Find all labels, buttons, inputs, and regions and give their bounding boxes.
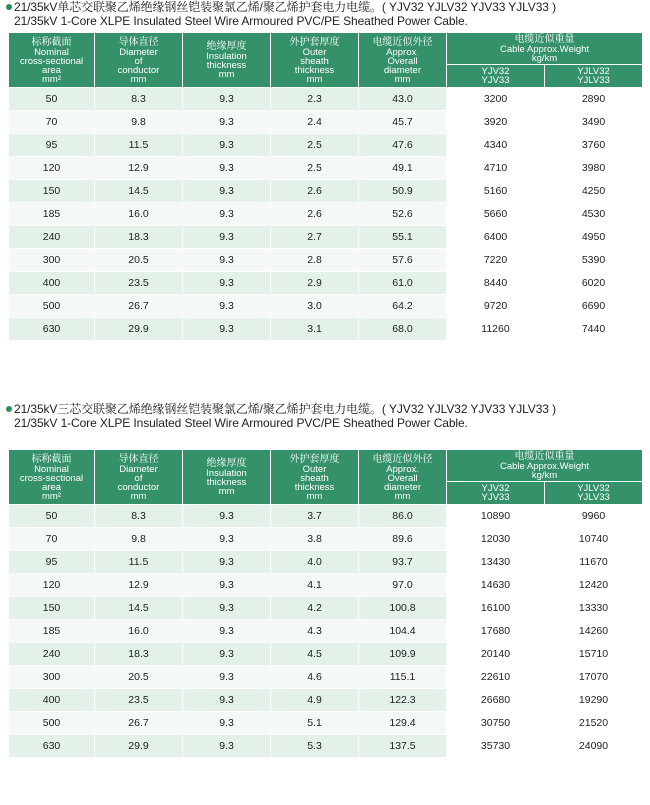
table-body (9, 505, 643, 758)
cell-sheath: 3.8 (271, 528, 359, 551)
cell-weight-yjv: 8440 (447, 272, 545, 295)
cell-insulation: 9.3 (183, 318, 271, 341)
cell-area: 300 (9, 666, 95, 689)
cell-overall-diameter: 43.0 (359, 88, 447, 111)
cell-overall-diameter: 52.6 (359, 203, 447, 226)
spec-table (8, 449, 643, 758)
cell-weight-yjlv: 9960 (545, 505, 643, 528)
cell-insulation: 9.3 (183, 180, 271, 203)
cell-diameter: 23.5 (95, 272, 183, 295)
cell-insulation: 9.3 (183, 666, 271, 689)
cell-area: 185 (9, 620, 95, 643)
cell-weight-yjv: 14630 (447, 574, 545, 597)
cell-insulation: 9.3 (183, 295, 271, 318)
cell-weight-yjlv: 10740 (545, 528, 643, 551)
cell-diameter: 12.9 (95, 157, 183, 180)
header-row (9, 450, 643, 482)
cell-sheath: 2.6 (271, 203, 359, 226)
table-row (9, 226, 643, 249)
cell-area: 500 (9, 712, 95, 735)
cell-weight-yjlv: 12420 (545, 574, 643, 597)
cell-insulation: 9.3 (183, 111, 271, 134)
table-row (9, 249, 643, 272)
cell-diameter: 16.0 (95, 620, 183, 643)
cell-weight-yjlv: 15710 (545, 643, 643, 666)
col-header-overall-diameter: 电缆近似外径 Approx. Overall diameter mm (359, 33, 447, 88)
cell-overall-diameter: 109.9 (359, 643, 447, 666)
green-bullet-icon (6, 4, 12, 10)
cell-weight-yjlv: 17070 (545, 666, 643, 689)
cell-overall-diameter: 45.7 (359, 111, 447, 134)
col-header-area: 标称截面 Nominal cross-sectional area mm² (9, 33, 95, 88)
cell-diameter: 9.8 (95, 111, 183, 134)
cell-weight-yjv: 4340 (447, 134, 545, 157)
cell-overall-diameter: 64.2 (359, 295, 447, 318)
cell-sheath: 4.9 (271, 689, 359, 712)
table-row (9, 111, 643, 134)
cell-weight-yjlv: 19290 (545, 689, 643, 712)
cell-weight-yjlv: 13330 (545, 597, 643, 620)
cell-overall-diameter: 115.1 (359, 666, 447, 689)
cell-insulation: 9.3 (183, 574, 271, 597)
cell-insulation: 9.3 (183, 597, 271, 620)
cell-weight-yjv: 7220 (447, 249, 545, 272)
cell-weight-yjlv: 4530 (545, 203, 643, 226)
section-title-cn (6, 402, 650, 416)
cell-weight-yjv: 35730 (447, 735, 545, 758)
cell-insulation: 9.3 (183, 88, 271, 111)
table-row (9, 272, 643, 295)
cell-area: 400 (9, 272, 95, 295)
cell-area: 120 (9, 157, 95, 180)
cell-weight-yjv: 12030 (447, 528, 545, 551)
table-row (9, 643, 643, 666)
cell-insulation: 9.3 (183, 157, 271, 180)
cell-area: 240 (9, 643, 95, 666)
cell-sheath: 3.7 (271, 505, 359, 528)
cell-area: 120 (9, 574, 95, 597)
cell-diameter: 14.5 (95, 180, 183, 203)
cell-weight-yjlv: 6690 (545, 295, 643, 318)
cell-area: 240 (9, 226, 95, 249)
cell-sheath: 2.5 (271, 134, 359, 157)
cell-area: 185 (9, 203, 95, 226)
cell-sheath: 2.8 (271, 249, 359, 272)
cell-sheath: 4.0 (271, 551, 359, 574)
cell-insulation: 9.3 (183, 203, 271, 226)
header-row (9, 33, 643, 65)
cell-area: 70 (9, 111, 95, 134)
cell-weight-yjv: 10890 (447, 505, 545, 528)
cell-diameter: 23.5 (95, 689, 183, 712)
cell-weight-yjv: 17680 (447, 620, 545, 643)
col-header-yjlv: YJLV32 YJLV33 (545, 482, 643, 505)
col-header-sheath: 外护套厚度 Outer sheath thickness mm (271, 450, 359, 505)
cell-overall-diameter: 122.3 (359, 689, 447, 712)
table-row (9, 505, 643, 528)
cell-sheath: 4.5 (271, 643, 359, 666)
cell-area: 95 (9, 134, 95, 157)
col-header-insulation: 绝缘厚度 Insulation thickness mm (183, 450, 271, 505)
title-cn-text: 21/35kV单芯交联聚乙烯绝缘钢丝铠装聚氯乙烯/聚乙烯护套电力电缆。( YJV32 YJLV32 YJV33 YJLV33 ) (14, 0, 556, 14)
cell-area: 500 (9, 295, 95, 318)
cell-insulation: 9.3 (183, 620, 271, 643)
cell-overall-diameter: 61.0 (359, 272, 447, 295)
cell-overall-diameter: 86.0 (359, 505, 447, 528)
green-bullet-icon (6, 406, 12, 412)
cell-weight-yjv: 16100 (447, 597, 545, 620)
col-header-overall-diameter: 电缆近似外径 Approx. Overall diameter mm (359, 450, 447, 505)
table-row (9, 528, 643, 551)
spec-table (8, 32, 643, 341)
cell-insulation: 9.3 (183, 643, 271, 666)
cell-diameter: 16.0 (95, 203, 183, 226)
cell-area: 300 (9, 249, 95, 272)
cell-overall-diameter: 68.0 (359, 318, 447, 341)
cell-weight-yjv: 3920 (447, 111, 545, 134)
table-row (9, 134, 643, 157)
cell-insulation: 9.3 (183, 712, 271, 735)
cell-insulation: 9.3 (183, 551, 271, 574)
col-header-yjlv: YJLV32 YJLV33 (545, 65, 643, 88)
col-header-sheath: 外护套厚度 Outer sheath thickness mm (271, 33, 359, 88)
cell-overall-diameter: 47.6 (359, 134, 447, 157)
cell-weight-yjv: 20140 (447, 643, 545, 666)
cell-weight-yjlv: 2890 (545, 88, 643, 111)
cell-diameter: 12.9 (95, 574, 183, 597)
cell-diameter: 9.8 (95, 528, 183, 551)
cell-area: 50 (9, 88, 95, 111)
cell-area: 70 (9, 528, 95, 551)
cell-area: 95 (9, 551, 95, 574)
cell-diameter: 20.5 (95, 666, 183, 689)
cell-weight-yjv: 4710 (447, 157, 545, 180)
cell-insulation: 9.3 (183, 689, 271, 712)
table-row (9, 88, 643, 111)
col-header-weight: 电缆近似重量 Cable Approx.Weight kg/km (447, 450, 643, 482)
cell-insulation: 9.3 (183, 735, 271, 758)
cell-weight-yjv: 26680 (447, 689, 545, 712)
cell-diameter: 29.9 (95, 735, 183, 758)
cell-diameter: 26.7 (95, 295, 183, 318)
cell-sheath: 4.1 (271, 574, 359, 597)
cell-area: 630 (9, 318, 95, 341)
cell-diameter: 8.3 (95, 505, 183, 528)
cell-sheath: 2.6 (271, 180, 359, 203)
cell-overall-diameter: 129.4 (359, 712, 447, 735)
cell-weight-yjv: 11260 (447, 318, 545, 341)
cell-overall-diameter: 97.0 (359, 574, 447, 597)
cell-diameter: 20.5 (95, 249, 183, 272)
cell-diameter: 18.3 (95, 643, 183, 666)
table-row (9, 666, 643, 689)
cell-sheath: 3.0 (271, 295, 359, 318)
table-row (9, 620, 643, 643)
cell-insulation: 9.3 (183, 134, 271, 157)
cell-weight-yjlv: 5390 (545, 249, 643, 272)
cell-diameter: 29.9 (95, 318, 183, 341)
cell-sheath: 2.4 (271, 111, 359, 134)
section-title-en: 21/35kV 1-Core XLPE Insulated Steel Wire Armoured PVC/PE Sheathed Power Cable. (14, 14, 468, 28)
cell-weight-yjlv: 14260 (545, 620, 643, 643)
cell-weight-yjlv: 6020 (545, 272, 643, 295)
cell-weight-yjlv: 4250 (545, 180, 643, 203)
table-row (9, 318, 643, 341)
section-single-core (0, 0, 650, 335)
cell-weight-yjlv: 24090 (545, 735, 643, 758)
table-row (9, 712, 643, 735)
cell-area: 50 (9, 505, 95, 528)
cell-diameter: 11.5 (95, 134, 183, 157)
cell-sheath: 2.5 (271, 157, 359, 180)
table-row (9, 157, 643, 180)
cell-sheath: 5.3 (271, 735, 359, 758)
table-row (9, 574, 643, 597)
cell-sheath: 2.7 (271, 226, 359, 249)
cell-diameter: 18.3 (95, 226, 183, 249)
cell-weight-yjv: 5660 (447, 203, 545, 226)
cell-weight-yjv: 6400 (447, 226, 545, 249)
table-row (9, 597, 643, 620)
cell-area: 400 (9, 689, 95, 712)
col-header-diameter: 导体直径 Diameter of conductor mm (95, 33, 183, 88)
cell-overall-diameter: 57.6 (359, 249, 447, 272)
cell-overall-diameter: 49.1 (359, 157, 447, 180)
cell-overall-diameter: 55.1 (359, 226, 447, 249)
table-body (9, 88, 643, 341)
col-header-weight: 电缆近似重量 Cable Approx.Weight kg/km (447, 33, 643, 65)
cell-area: 150 (9, 597, 95, 620)
cell-area: 630 (9, 735, 95, 758)
cell-weight-yjv: 13430 (447, 551, 545, 574)
col-header-yjv: YJV32 YJV33 (447, 65, 545, 88)
cell-insulation: 9.3 (183, 226, 271, 249)
cell-insulation: 9.3 (183, 505, 271, 528)
cell-diameter: 11.5 (95, 551, 183, 574)
cell-weight-yjlv: 4950 (545, 226, 643, 249)
cell-overall-diameter: 100.8 (359, 597, 447, 620)
cell-weight-yjv: 30750 (447, 712, 545, 735)
section-three-core (0, 402, 650, 752)
table-row (9, 295, 643, 318)
cell-overall-diameter: 89.6 (359, 528, 447, 551)
table-row (9, 551, 643, 574)
cell-area: 150 (9, 180, 95, 203)
cell-weight-yjlv: 3980 (545, 157, 643, 180)
cell-diameter: 8.3 (95, 88, 183, 111)
col-header-yjv: YJV32 YJV33 (447, 482, 545, 505)
cell-insulation: 9.3 (183, 272, 271, 295)
cell-sheath: 3.1 (271, 318, 359, 341)
cell-sheath: 4.6 (271, 666, 359, 689)
cell-diameter: 14.5 (95, 597, 183, 620)
cell-sheath: 2.9 (271, 272, 359, 295)
cell-weight-yjlv: 3760 (545, 134, 643, 157)
col-header-diameter: 导体直径 Diameter of conductor mm (95, 450, 183, 505)
cell-sheath: 4.3 (271, 620, 359, 643)
cell-weight-yjv: 22610 (447, 666, 545, 689)
cell-sheath: 2.3 (271, 88, 359, 111)
cell-overall-diameter: 104.4 (359, 620, 447, 643)
cell-weight-yjlv: 7440 (545, 318, 643, 341)
cell-overall-diameter: 93.7 (359, 551, 447, 574)
cell-weight-yjlv: 21520 (545, 712, 643, 735)
table-row (9, 689, 643, 712)
table-row (9, 735, 643, 758)
cell-sheath: 5.1 (271, 712, 359, 735)
title-cn-text: 21/35kV三芯交联聚乙烯绝缘钢丝铠装聚氯乙烯/聚乙烯护套电力电缆。( YJV32 YJLV32 YJV33 YJLV33 ) (14, 402, 556, 416)
section-title-cn (6, 0, 650, 14)
cell-overall-diameter: 50.9 (359, 180, 447, 203)
section-title-en: 21/35kV 1-Core XLPE Insulated Steel Wire Armoured PVC/PE Sheathed Power Cable. (14, 416, 468, 430)
col-header-insulation: 绝缘厚度 Insulation thickness mm (183, 33, 271, 88)
table-row (9, 180, 643, 203)
cell-insulation: 9.3 (183, 249, 271, 272)
cell-sheath: 4.2 (271, 597, 359, 620)
col-header-area: 标称截面 Nominal cross-sectional area mm² (9, 450, 95, 505)
cell-weight-yjv: 5160 (447, 180, 545, 203)
table-row (9, 203, 643, 226)
cell-weight-yjv: 3200 (447, 88, 545, 111)
cell-overall-diameter: 137.5 (359, 735, 447, 758)
cell-diameter: 26.7 (95, 712, 183, 735)
cell-weight-yjlv: 11670 (545, 551, 643, 574)
cell-insulation: 9.3 (183, 528, 271, 551)
cell-weight-yjlv: 3490 (545, 111, 643, 134)
cell-weight-yjv: 9720 (447, 295, 545, 318)
